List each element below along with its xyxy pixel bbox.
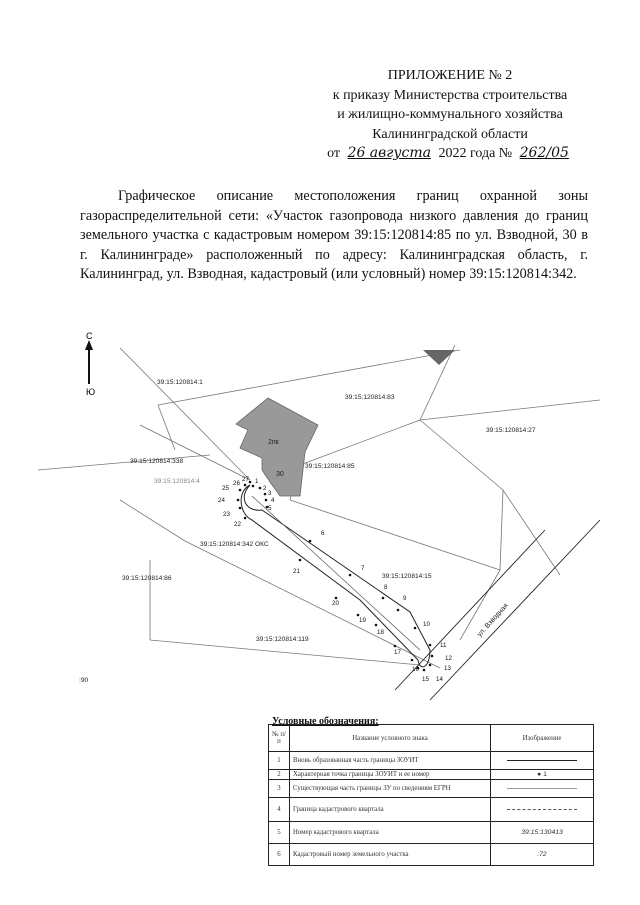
parcel-boundary-swatch: [507, 788, 577, 789]
legend-row: [269, 822, 594, 844]
document-header: [300, 66, 600, 164]
handwritten-number: 262/05: [519, 145, 569, 161]
description-paragraph: Графическое описание местоположения границ охранной зоны газораспределительной сети: «Участок газопровода низкого давления до границ земельного участка с кадастровым номером 39:15:120814:85 по ул. Взводной, 30 в г. Калининграде» расположенный по адресу: Калининградская область, г. Калининград, ул. Взводная, кадастровый (или условный) номер 39:15:120814:342.: [80, 188, 588, 282]
point-label: 22: [234, 521, 241, 528]
point-label: 24: [218, 497, 225, 504]
legend-col-name: Название условного знака: [290, 725, 491, 752]
date-year: 2022 года №: [438, 146, 513, 161]
legend-num: 5: [269, 822, 290, 844]
parcel-label: 39:15:120814:83: [345, 394, 395, 401]
point-label: 13: [444, 665, 451, 672]
legend-row: [269, 780, 594, 798]
legend-num: 1: [269, 752, 290, 770]
legend-row: [269, 798, 594, 822]
legend-image: [491, 798, 594, 822]
legend-name: Граница кадастрового квартала: [290, 798, 491, 822]
parcel-label: 39:15:120814:342 ОКС: [200, 541, 269, 548]
cadastral-map: [0, 320, 640, 715]
appendix-title: ПРИЛОЖЕНИЕ № 2: [387, 68, 513, 83]
legend-name: Существующая часть границы ЗУ по сведениям ЕГРН: [290, 780, 491, 798]
description-block: [80, 187, 588, 285]
survey-marker: [423, 350, 455, 365]
order-date-line: [300, 144, 600, 164]
point-label: 9: [403, 595, 407, 602]
legend-num: 6: [269, 844, 290, 866]
point-label: 19: [359, 617, 366, 624]
legend-image: ● 1: [491, 770, 594, 780]
legend-table: [268, 724, 594, 866]
parcel-label: 39:15:120814:338: [130, 458, 184, 465]
point-label: 5: [268, 505, 272, 512]
legend-row: [269, 752, 594, 770]
parcel-boundaries: [38, 345, 600, 668]
parcel-label: 39:15:120814:119: [256, 636, 309, 643]
point-label: 20: [332, 600, 339, 607]
legend-image: :72: [491, 844, 594, 866]
parcel-label: 39:15:120814:15: [382, 573, 432, 580]
point-label: 8: [384, 584, 388, 591]
point-label: 23: [223, 511, 230, 518]
compass-arrowhead: [85, 340, 93, 350]
point-label: 7: [361, 565, 365, 572]
legend-col-image: Изображение: [491, 725, 594, 752]
point-label: 25: [222, 485, 229, 492]
legend-image: [491, 752, 594, 770]
point-label: 17: [394, 649, 401, 656]
point-label: 4: [271, 497, 275, 504]
legend-name: Кадастровый номер земельного участка: [290, 844, 491, 866]
legend-name: Характерная точка границы ЗОУИТ и ее номер: [290, 770, 491, 780]
zone-boundary-swatch: [507, 760, 577, 761]
compass-north: С: [86, 331, 93, 341]
legend-num: 2: [269, 770, 290, 780]
legend-row: [269, 844, 594, 866]
point-label: 6: [321, 530, 325, 537]
building-label: 2пк: [268, 439, 279, 446]
point-label: 12: [445, 655, 452, 662]
point-label: 16: [412, 666, 419, 673]
legend-image: [491, 780, 594, 798]
legend-header-row: [269, 725, 594, 752]
parcel-label: 39:15:120814:1: [157, 379, 203, 386]
point-label: 21: [293, 568, 300, 575]
parcel-label: 39:15:120814:86: [122, 575, 172, 582]
point-label: 11: [440, 642, 447, 649]
order-line-1: к приказу Министерства строительства: [332, 87, 568, 103]
handwritten-date: 26 августа: [347, 145, 431, 161]
order-line-3: Калининградской области: [372, 126, 528, 142]
legend-name: Вновь образованная часть границы ЗОУИТ: [290, 752, 491, 770]
date-prefix: от: [327, 146, 341, 161]
point-label: 14: [436, 676, 443, 683]
legend-name: Номер кадастрового квартала: [290, 822, 491, 844]
point-label: 10: [423, 621, 430, 628]
legend-col-num: № п/ п: [269, 725, 290, 752]
legend-image: 39:15:130413: [491, 822, 594, 844]
legend-title: Условные обозначения:: [272, 716, 379, 727]
order-line-2: и жилищно-коммунального хозяйства: [337, 107, 563, 122]
point-label: 1: [255, 478, 259, 485]
parcel-label: 39:15:120814:4: [154, 478, 200, 485]
point-label: 2: [263, 485, 267, 492]
street-label: ул. Взводная: [476, 602, 510, 639]
legend-row: [269, 770, 594, 780]
house-number: 30: [276, 471, 284, 478]
parcel-label: 39:15:120814:27: [486, 427, 536, 434]
edge-label: :90: [79, 677, 89, 684]
legend-num: 4: [269, 798, 290, 822]
legend-num: 3: [269, 780, 290, 798]
point-label: 3: [268, 490, 272, 497]
point-label: 26: [233, 480, 240, 487]
point-label: 18: [377, 629, 384, 636]
point-label: 15: [422, 676, 429, 683]
compass-south: Ю: [86, 387, 96, 397]
parcel-label: 39:15:120814:85: [305, 463, 355, 470]
quarter-boundary-swatch: [507, 809, 577, 810]
compass: [85, 331, 95, 397]
point-label: 27: [242, 476, 249, 483]
